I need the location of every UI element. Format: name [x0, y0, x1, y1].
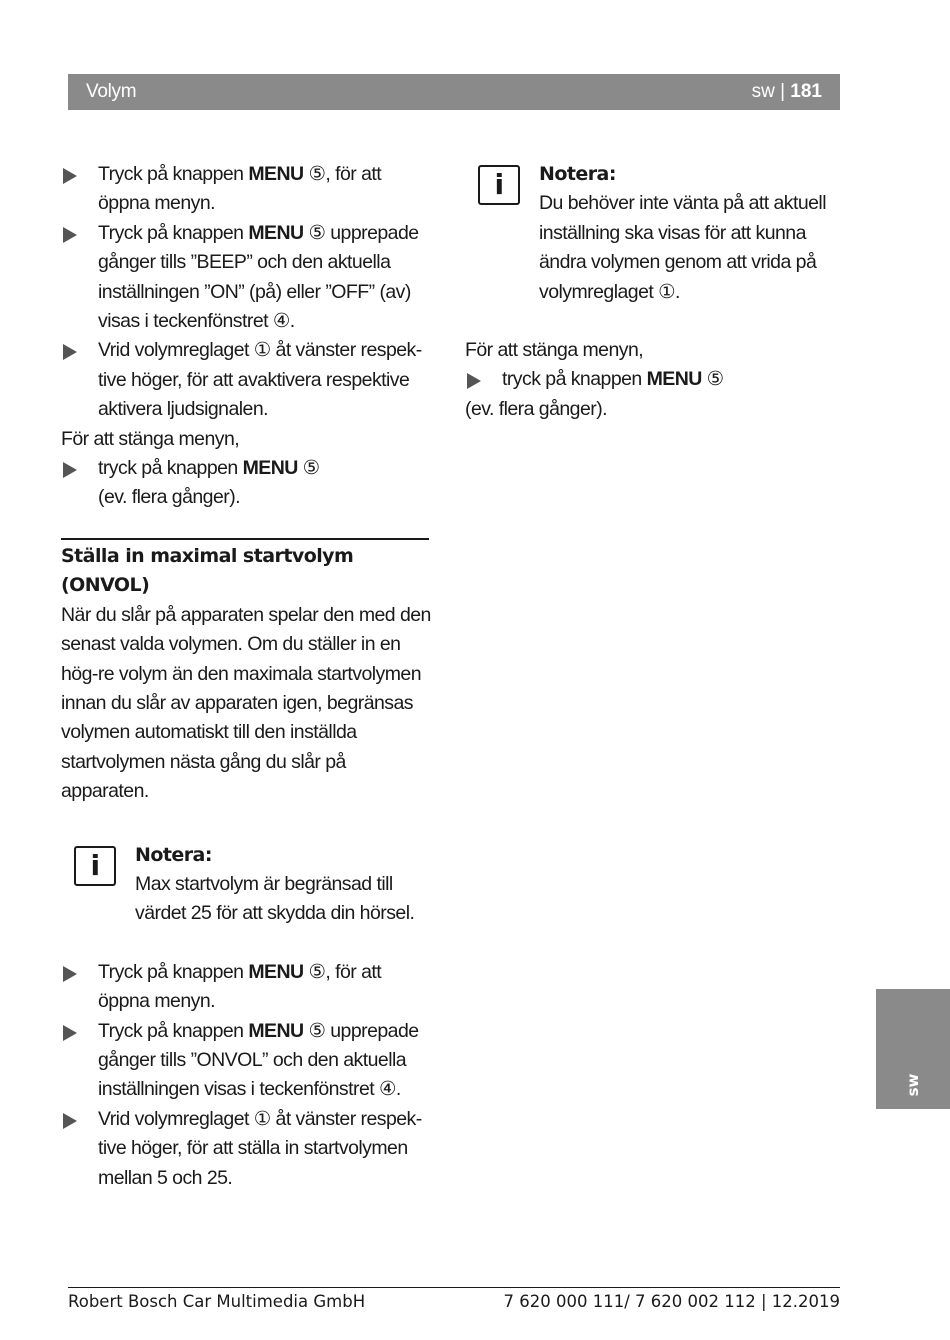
instruction-step: [61, 1017, 431, 1105]
section-body: När du slår på apparaten spelar den med den senast valda volymen. Om du ställer in en hög-re volym än den maximala startvolymen innan du slår av apparaten igen, begränsas volymen automatiskt till den inställda startvolymen nästa gång du slår på apparaten.: [61, 603, 431, 803]
step-text: Vrid volymreglaget ① åt vänster respek-tive höger, för att ställa in startvolymen mellan 5 och 25.: [98, 1107, 422, 1189]
arrow-icon: [63, 344, 77, 360]
step-text: ⑤: [701, 368, 724, 391]
language-tab-label: sw: [904, 1073, 922, 1097]
step-text: Tryck på knappen: [98, 960, 249, 983]
info-icon: i: [478, 165, 520, 205]
section-divider: [61, 538, 429, 540]
step-text: tryck på knappen: [98, 457, 243, 480]
arrow-icon: [467, 373, 481, 389]
arrow-icon: [63, 966, 77, 982]
step-text: tryck på knappen: [502, 368, 647, 391]
info-icon: i: [74, 846, 116, 886]
step-keyword: MENU: [646, 368, 702, 391]
instruction-step: [61, 1105, 431, 1193]
step-keyword: MENU: [248, 221, 304, 244]
close-menu-intro: För att stänga menyn,: [465, 339, 644, 362]
footer-company: Robert Bosch Car Multimedia GmbH: [68, 1292, 366, 1311]
page-header: [68, 74, 840, 110]
instruction-step: [61, 219, 431, 337]
step-text: (ev. flera gånger).: [98, 486, 241, 509]
step-text: ⑤: [297, 457, 320, 480]
footer-doc-ref: 7 620 000 111/ 7 620 002 112 | 12.2019: [503, 1292, 840, 1311]
left-column: [61, 160, 431, 1193]
close-menu-intro: För att stänga menyn,: [61, 427, 240, 450]
section-title: Volym: [86, 81, 137, 102]
arrow-icon: [63, 227, 77, 243]
step-text: Tryck på knappen: [98, 221, 249, 244]
footer-divider: [68, 1287, 840, 1288]
language-tab: [876, 989, 950, 1109]
close-menu-tail: (ev. flera gånger).: [465, 397, 608, 420]
step-text: ⑤, för att öppna menyn.: [98, 960, 382, 1013]
instruction-step: [61, 336, 431, 424]
note-box: [465, 160, 840, 307]
arrow-icon: [63, 168, 77, 184]
step-text: ⑤, för att öppna menyn.: [98, 163, 382, 215]
section-heading: Ställa in maximal startvolym (ONVOL): [61, 544, 354, 597]
page-number-box: [752, 81, 822, 103]
header-separator: |: [780, 81, 786, 102]
page-number: 181: [790, 81, 822, 102]
step-keyword: MENU: [248, 163, 304, 185]
instruction-step: [61, 454, 431, 513]
step-keyword: MENU: [248, 1019, 304, 1042]
instruction-step: [465, 365, 840, 394]
step-text: Tryck på knappen: [98, 163, 249, 185]
step-text: ⑤ upprepade gånger tills ”ONVOL” och den aktuella inställningen visas i teckenfönstret ④.: [98, 1019, 419, 1101]
step-keyword: MENU: [242, 457, 298, 480]
note-text: Du behöver inte vänta på att aktuell inställning ska visas för att kunna ändra volymen genom att vrida på volymreglaget ①.: [539, 192, 826, 303]
note-box: [61, 841, 431, 929]
note-title: Notera:: [135, 843, 212, 866]
arrow-icon: [63, 462, 77, 478]
instruction-step: [61, 958, 431, 1017]
note-title: Notera:: [539, 163, 616, 185]
right-column: [465, 160, 840, 424]
step-text: Vrid volymreglaget ① åt vänster respek-tive höger, för att avaktivera respektive aktivera ljudsignalen.: [98, 339, 422, 421]
instruction-step: [61, 160, 431, 219]
arrow-icon: [63, 1025, 77, 1041]
note-text: Max startvolym är begränsad till värdet 25 för att skydda din hörsel.: [135, 872, 415, 925]
arrow-icon: [63, 1113, 77, 1129]
language-code: sw: [751, 81, 775, 102]
step-keyword: MENU: [248, 960, 304, 983]
step-text: Tryck på knappen: [98, 1019, 249, 1042]
step-text: ⑤ upprepade gånger tills ”BEEP” och den aktuella inställningen ”ON” (på) eller ”OFF” (av) visas i teckenfönstret ④.: [98, 221, 419, 333]
